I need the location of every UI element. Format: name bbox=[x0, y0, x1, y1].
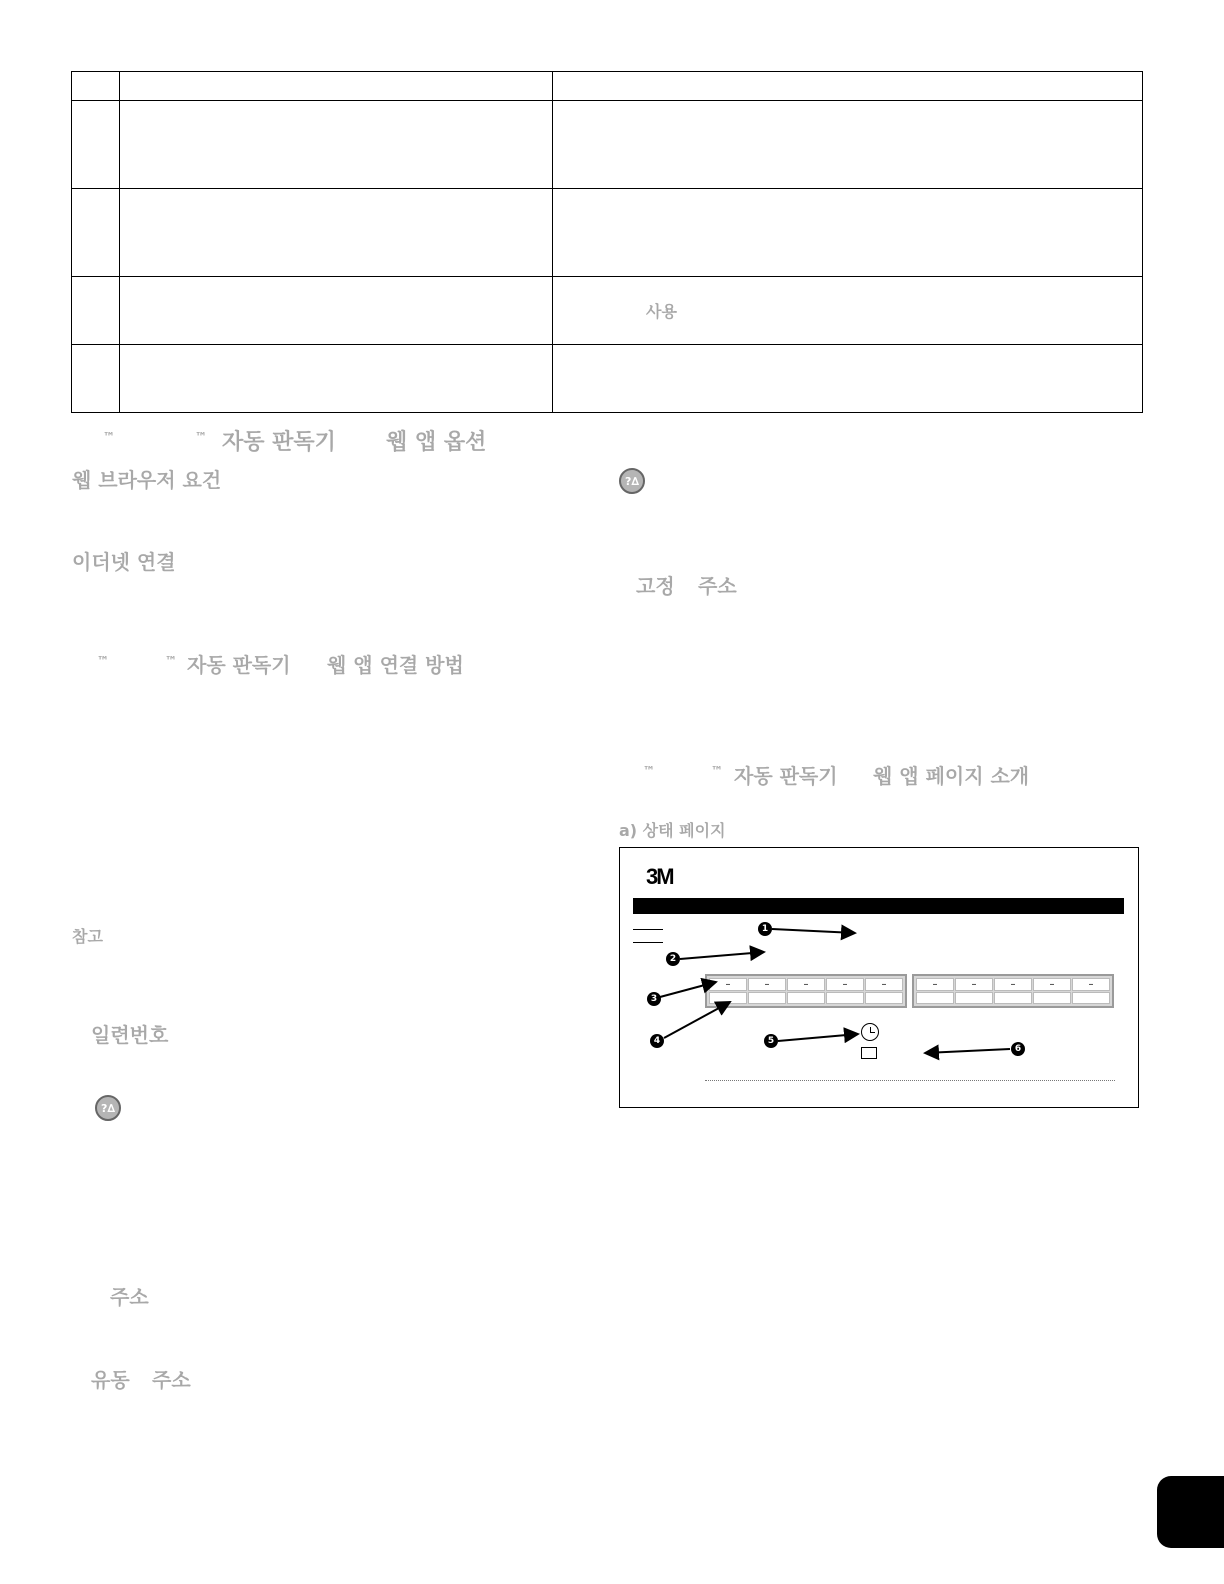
dynamic-label: 유동 bbox=[91, 1368, 130, 1392]
callout-badge-5: 5 bbox=[764, 1034, 778, 1048]
table-cell bbox=[553, 345, 1143, 413]
callout-arrow-1 bbox=[772, 929, 855, 933]
static-address-label: 주소 bbox=[698, 574, 737, 598]
grid-cell: – bbox=[787, 978, 825, 991]
callout-badge-3: 3 bbox=[647, 992, 661, 1006]
table-cell bbox=[72, 345, 120, 413]
table-cell bbox=[120, 345, 553, 413]
grid-cell: – bbox=[955, 978, 993, 991]
section-title-product: 자동 판독기 bbox=[187, 653, 291, 677]
status-page-label: a) 상태 페이지 bbox=[619, 821, 726, 840]
heading-browser-requirements: 웹 브라우저 요건 bbox=[72, 468, 222, 492]
section-title-topic: 웹 앱 페이지 소개 bbox=[873, 764, 1030, 788]
callout-arrow-5 bbox=[778, 1034, 858, 1041]
callout-badge-4: 4 bbox=[650, 1034, 664, 1048]
serial-number-label: 일련번호 bbox=[91, 1023, 169, 1047]
trademark-symbol: ™ bbox=[165, 654, 177, 668]
dynamic-address-label: 주소 bbox=[152, 1368, 191, 1392]
table-row bbox=[72, 277, 1143, 345]
table-cell bbox=[120, 189, 553, 277]
callout-arrow-4 bbox=[664, 1002, 730, 1038]
table-header-row bbox=[72, 72, 1143, 101]
help-search-icon: ?∆ bbox=[619, 468, 645, 494]
grid-cell: – bbox=[748, 978, 786, 991]
grid-cell: – bbox=[916, 978, 954, 991]
grid-cell: – bbox=[994, 978, 1032, 991]
table-cell-text-use: 사용 bbox=[646, 302, 677, 321]
table-cell bbox=[553, 101, 1143, 189]
callout-arrow-3 bbox=[660, 982, 716, 997]
table-cell bbox=[72, 277, 120, 345]
table-cell bbox=[553, 189, 1143, 277]
callout-badge-2: 2 bbox=[666, 952, 680, 966]
page-tab bbox=[1157, 1476, 1224, 1548]
help-search-icon: ?∆ bbox=[95, 1095, 121, 1121]
grid-cell: – bbox=[709, 978, 747, 991]
section-title-topic: 웹 앱 옵션 bbox=[386, 430, 487, 455]
table-cell bbox=[553, 72, 1143, 101]
trademark-symbol: ™ bbox=[711, 764, 723, 778]
grid-cell: – bbox=[1033, 978, 1071, 991]
address-label: 주소 bbox=[110, 1285, 149, 1309]
trademark-symbol: ™ bbox=[103, 430, 115, 444]
callout-arrows bbox=[620, 848, 1138, 1107]
3m-logo: 3M bbox=[646, 864, 673, 889]
callout-arrow-6 bbox=[925, 1049, 1010, 1053]
table-cell bbox=[120, 72, 553, 101]
trademark-symbol: ™ bbox=[97, 654, 109, 668]
grid-cell: – bbox=[1072, 978, 1110, 991]
table-row bbox=[72, 345, 1143, 413]
table-cell bbox=[553, 277, 1143, 345]
callout-badge-6: 6 bbox=[1011, 1042, 1025, 1056]
callout-arrow-2 bbox=[680, 952, 764, 959]
trademark-symbol: ™ bbox=[195, 430, 207, 444]
static-label: 고정 bbox=[636, 574, 675, 598]
table-cell bbox=[120, 277, 553, 345]
section-title-product: 자동 판독기 bbox=[222, 430, 336, 455]
table-cell bbox=[72, 72, 120, 101]
section-title-topic: 웹 앱 연결 방법 bbox=[327, 653, 464, 677]
table-cell bbox=[72, 189, 120, 277]
note-label: 참고 bbox=[72, 927, 103, 946]
section-title-product: 자동 판독기 bbox=[734, 764, 838, 788]
table-cell bbox=[72, 101, 120, 189]
heading-ethernet-connection: 이더넷 연결 bbox=[72, 550, 176, 574]
status-page-figure bbox=[619, 847, 1139, 1108]
table-cell bbox=[120, 101, 553, 189]
info-table bbox=[71, 71, 1143, 413]
grid-cell: – bbox=[826, 978, 864, 991]
table-row bbox=[72, 189, 1143, 277]
table-row bbox=[72, 101, 1143, 189]
grid-cell: – bbox=[865, 978, 903, 991]
trademark-symbol: ™ bbox=[643, 764, 655, 778]
callout-badge-1: 1 bbox=[758, 922, 772, 936]
